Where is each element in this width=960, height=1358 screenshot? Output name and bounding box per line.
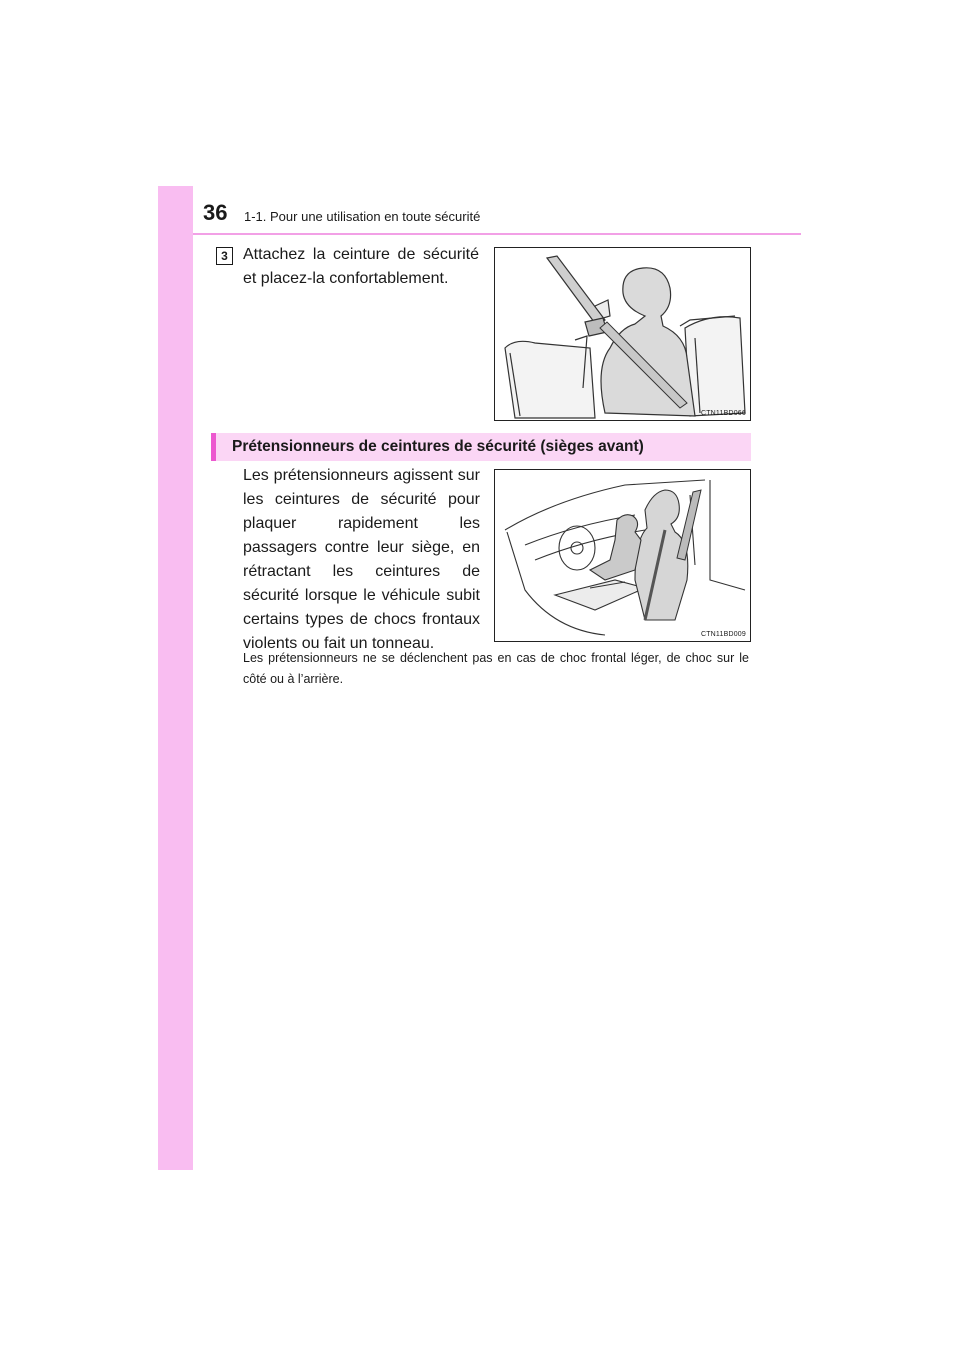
seatbelt-fastened-illustration [494,247,751,421]
pretensioner-description: Les prétensionneurs agissent sur les ceintures de sécurité pour plaquer rapidement les passagers contre leur siège, en rétractant les ceintures de sécurité lorsque le véhicule subit certains types de chocs frontaux violents ou fait un tonneau. [243,467,480,652]
side-tab-band [158,186,193,1170]
section-title: Prétensionneurs de ceintures de sécurité (sièges avant) [232,438,644,455]
section-heading-bar [211,433,751,461]
step-instruction: Attachez la ceinture de sécurité et placez-la confortablement. [243,246,479,287]
pretensioner-note: Les prétensionneurs ne se déclenchent pas en cas de choc frontal léger, de choc sur le côté ou à l’arrière. [243,651,749,686]
seatbelt-drawing [495,248,751,421]
running-head: 1-1. Pour une utilisation en toute sécurité [244,209,481,224]
pretensioner-cabin-illustration [494,469,751,642]
step-number-badge: 3 [216,247,233,265]
cabin-drawing [495,470,751,642]
header-rule [193,233,801,235]
figure-code: CTN11BD009 [700,631,746,638]
figure-code: CTN11BD066 [700,410,746,417]
page-number: 36 [203,200,228,225]
